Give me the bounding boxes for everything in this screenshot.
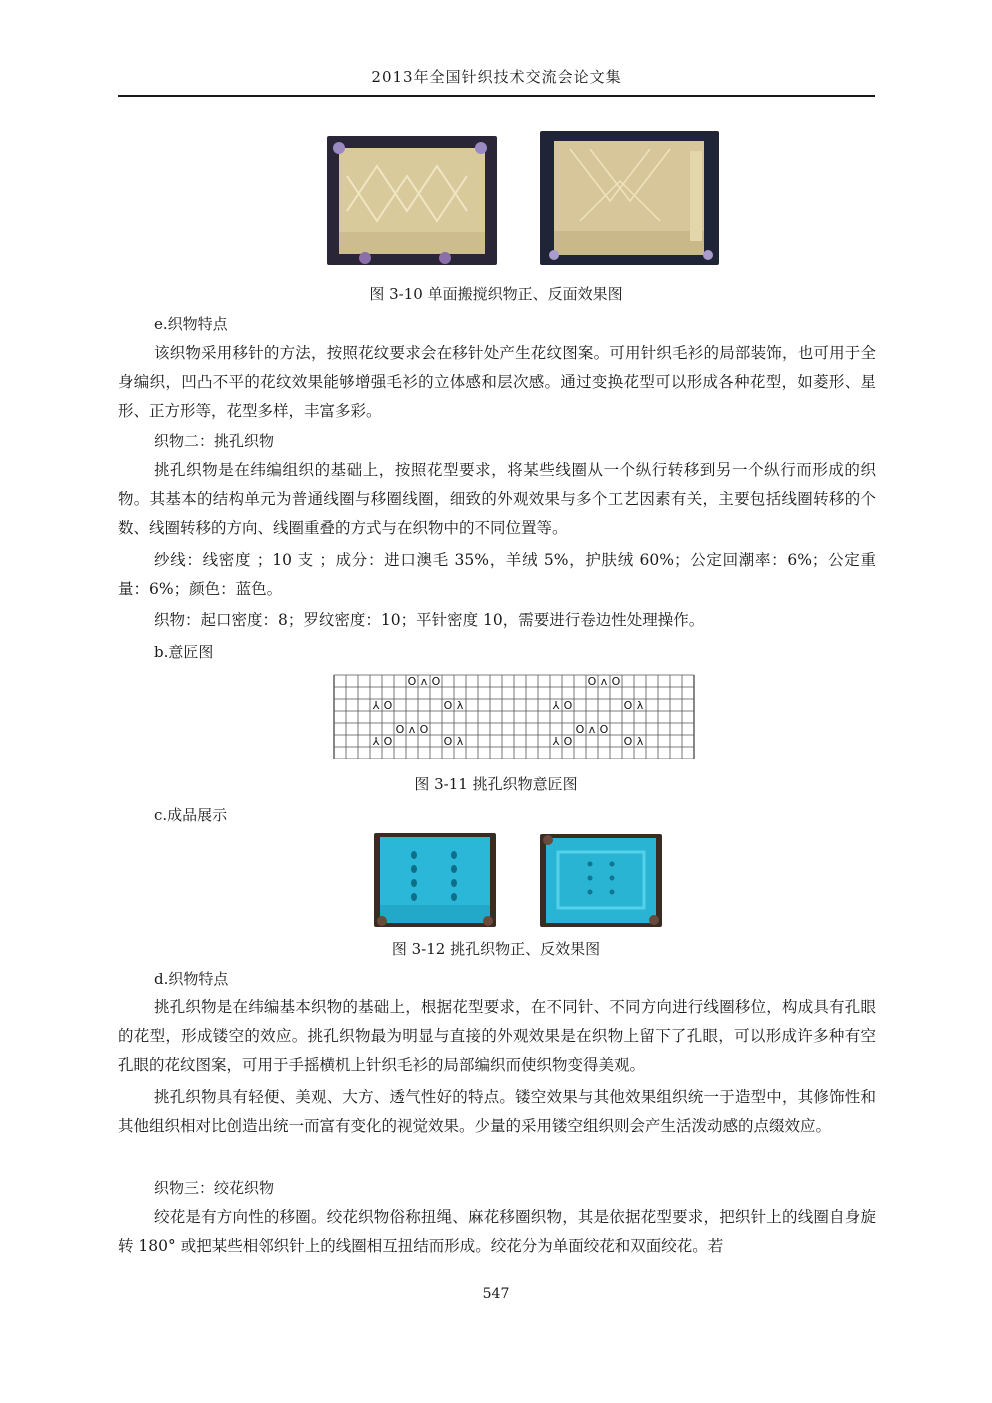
pattern-symbol-decrease-center: ʌ (408, 723, 416, 736)
fabric-2-yarn: 纱线：线密度 ；10 支 ；成分：进口澳毛 35%，羊绒 5%，护肤绒 60%；公定回潮率：6%；公定重量：6%；颜色：蓝色。 (118, 551, 876, 598)
pattern-symbol-decrease-right: λ (636, 699, 644, 712)
pattern-symbol-decrease-left: ⅄ (552, 699, 560, 712)
fabric-2-spec: 织物：起口密度：8；罗纹密度：10；平针密度 10，需要进行卷边性处理操作。 (154, 611, 705, 629)
pattern-symbol-eyelet: O (383, 699, 393, 712)
pattern-symbol-eyelet: O (623, 735, 633, 748)
pattern-symbol-eyelet: O (623, 699, 633, 712)
fabric-3-heading: 织物三：绞花织物 (154, 1179, 275, 1197)
photo-beige-front (327, 136, 497, 265)
pattern-symbol-eyelet: O (563, 735, 573, 748)
pattern-symbol-eyelet: O (563, 699, 573, 712)
pattern-symbol-decrease-center: ʌ (420, 675, 428, 688)
pattern-symbol-eyelet: O (407, 675, 417, 688)
section-c-heading: c.成品展示 (154, 806, 228, 824)
pattern-symbol-eyelet: O (575, 723, 585, 736)
pattern-grid (333, 674, 695, 759)
header-rule (118, 95, 875, 97)
section-d-heading: d.织物特点 (154, 970, 229, 988)
photo-beige-back (540, 131, 719, 265)
pattern-symbol-decrease-center: ʌ (600, 675, 608, 688)
fabric-2-heading: 织物二：挑孔织物 (154, 432, 275, 450)
pattern-symbol-decrease-center: ʌ (588, 723, 596, 736)
figure-3-12-caption: 图 3-12 挑孔织物正、反效果图 (391, 940, 601, 958)
section-e-heading: e.织物特点 (154, 315, 228, 333)
fabric-2-paragraph: 挑孔织物是在纬编组织的基础上，按照花型要求，将某些线圈从一个纵行转移到另一个纵行而形成的织物。其基本的结构单元为普通线圈与移圈线圈，细致的外观效果与多个工艺因素有关，主要包括线圈转移的个数、线圈转移的方向、线圈重叠的方式与在织物中的不同位置等。 (118, 461, 876, 537)
photo-blue-front (374, 833, 496, 927)
section-e-paragraph: 该织物采用移针的方法，按照花纹要求会在移针处产生花纹图案。可用针织毛衫的局部装饰，也可用于全身编织，凹凸不平的花纹效果能够增强毛衫的立体感和层次感。通过变换花型可以形成各种花型，如菱形、星形、正方形等，花型多样，丰富多彩。 (118, 344, 876, 420)
pattern-symbol-eyelet: O (383, 735, 393, 748)
pattern-symbol-eyelet: O (587, 675, 597, 688)
section-d-paragraph-1: 挑孔织物是在纬编基本织物的基础上，根据花型要求，在不同针、不同方向进行线圈移位，构成具有孔眼的花型，形成镂空的效应。挑孔织物最为明显与直接的外观效果是在织物上留下了孔眼，可以形成许多种有空孔眼的花纹图案，可用于手摇横机上针织毛衫的局部编织而使织物变得美观。 (118, 998, 876, 1074)
pattern-symbol-decrease-right: λ (456, 699, 464, 712)
figure-3-10-caption: 图 3-10 单面搬搅织物正、反面效果图 (369, 285, 623, 303)
pattern-symbol-decrease-left: ⅄ (372, 699, 380, 712)
pattern-symbol-eyelet: O (443, 699, 453, 712)
section-b-heading: b.意匠图 (154, 643, 214, 661)
fabric-3-paragraph: 绞花是有方向性的移圈。绞花织物俗称扭绳、麻花移圈织物，其是依据花型要求，把织针上的线圈自身旋转 180° 或把某些相邻织针上的线圈相互扭结而形成。绞花分为单面绞花和双面绞花。若 (118, 1208, 876, 1255)
pattern-symbol-eyelet: O (395, 723, 405, 736)
section-d-paragraph-2: 挑孔织物具有轻便、美观、大方、透气性好的特点。镂空效果与其他效果组织统一于造型中，其修饰性和其他组织相对比创造出统一而富有变化的视觉效果。少量的采用镂空组织则会产生活泼动感的点缀效应。 (118, 1088, 876, 1135)
pattern-symbol-decrease-right: λ (456, 735, 464, 748)
running-header: 2013年全国针织技术交流会论文集 (371, 68, 622, 86)
pattern-symbol-eyelet: O (419, 723, 429, 736)
page-number: 547 (482, 1286, 510, 1302)
pattern-symbol-decrease-right: λ (636, 735, 644, 748)
pattern-symbol-eyelet: O (431, 675, 441, 688)
pattern-symbol-decrease-left: ⅄ (372, 735, 380, 748)
pattern-symbol-eyelet: O (611, 675, 621, 688)
pattern-symbol-decrease-left: ⅄ (552, 735, 560, 748)
pattern-symbol-eyelet: O (443, 735, 453, 748)
pattern-symbol-eyelet: O (599, 723, 609, 736)
photo-blue-back (540, 834, 662, 927)
figure-3-11-caption: 图 3-11 挑孔织物意匠图 (414, 775, 578, 793)
